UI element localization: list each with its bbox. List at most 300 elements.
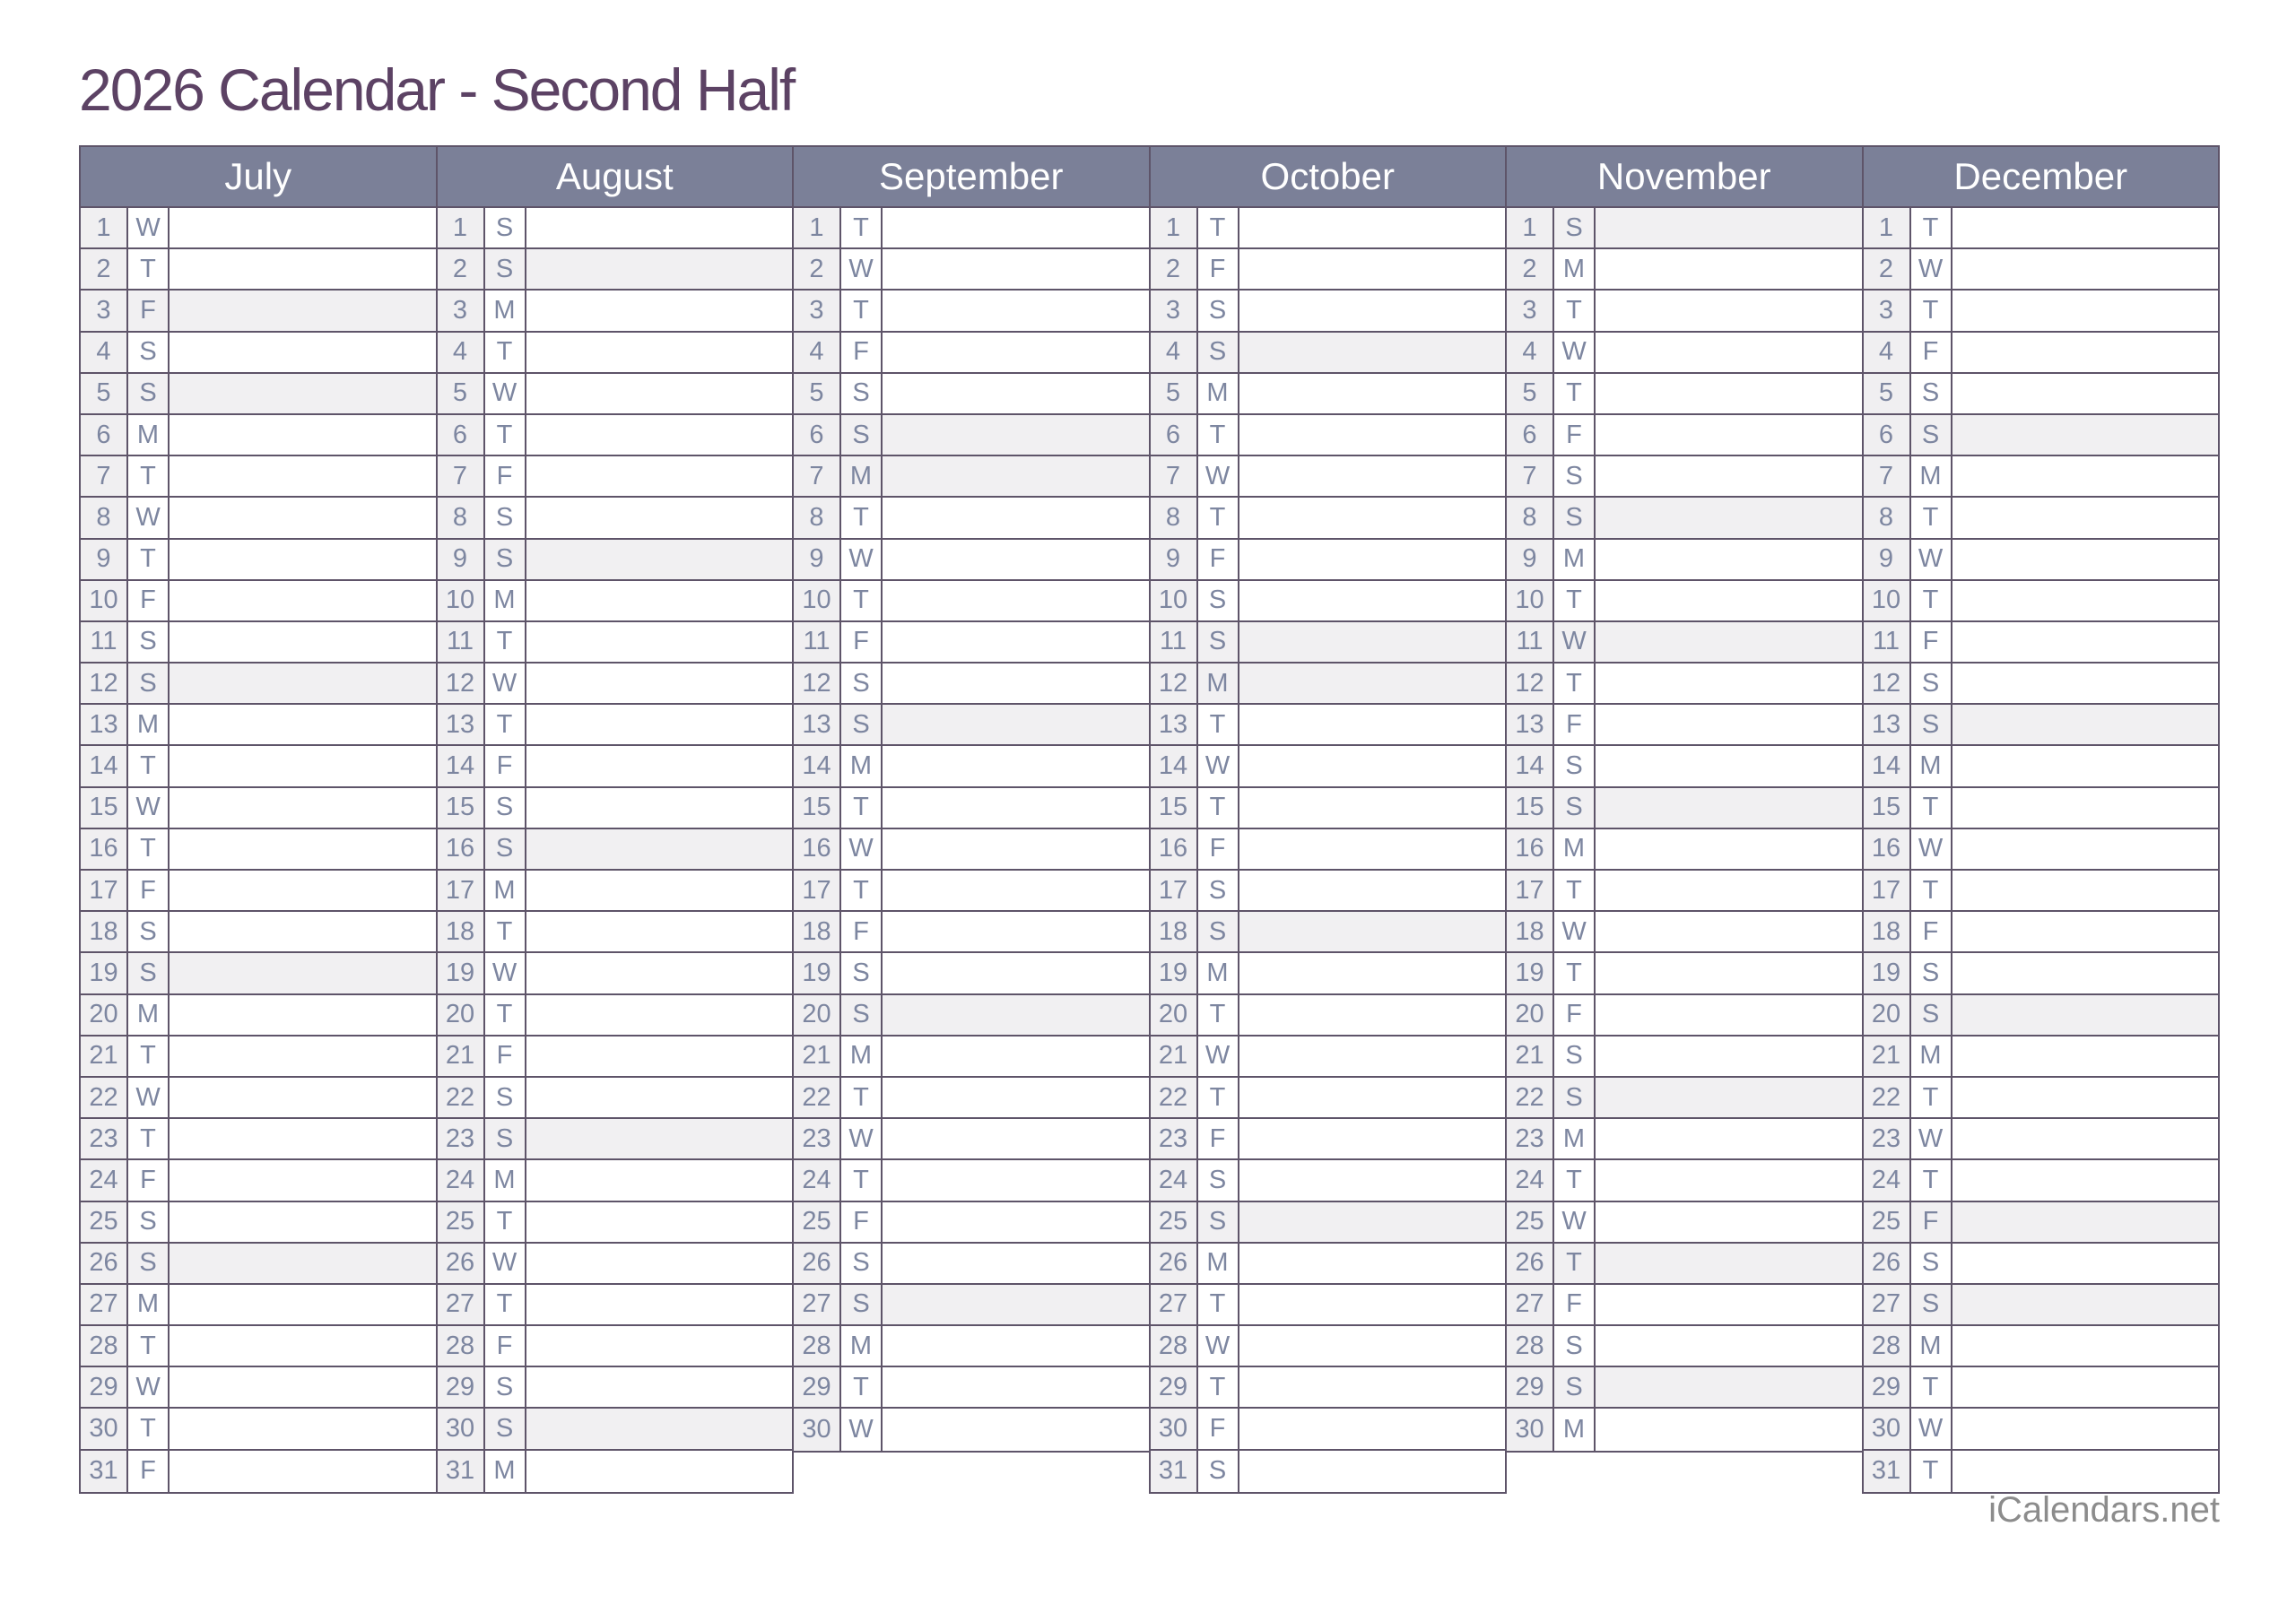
day-of-week-letter: T: [485, 415, 526, 455]
day-row: [1864, 415, 2219, 456]
day-notes-area: [170, 1078, 436, 1117]
day-of-week-letter: F: [841, 912, 883, 951]
day-notes-area: [1596, 208, 1862, 247]
day-notes-area: [526, 871, 793, 910]
day-of-week-letter: S: [485, 498, 526, 537]
day-of-week-letter: S: [1554, 456, 1596, 496]
day-of-week-letter: T: [1198, 415, 1239, 455]
day-number: 14: [438, 746, 485, 785]
day-of-week-letter: S: [1911, 995, 1952, 1035]
day-row: [438, 1244, 793, 1285]
day-notes-area: [170, 705, 436, 744]
day-row: [81, 208, 436, 249]
day-of-week-letter: T: [841, 1367, 883, 1407]
day-of-week-letter: S: [1198, 333, 1239, 372]
day-notes-area: [883, 1037, 1149, 1076]
day-of-week-letter: W: [841, 829, 883, 869]
day-number: 8: [1151, 498, 1198, 537]
day-of-week-letter: S: [128, 953, 170, 993]
day-of-week-letter: T: [841, 498, 883, 537]
day-row: [1151, 581, 1506, 622]
day-of-week-letter: F: [1911, 333, 1952, 372]
day-notes-area: [1596, 1078, 1862, 1117]
day-notes-area: [170, 1285, 436, 1324]
day-notes-area: [1239, 953, 1506, 993]
day-of-week-letter: M: [128, 995, 170, 1035]
day-row: [81, 953, 436, 994]
day-notes-area: [1239, 912, 1506, 951]
day-notes-area: [170, 664, 436, 703]
day-of-week-letter: F: [128, 581, 170, 620]
day-notes-area: [170, 1367, 436, 1407]
day-of-week-letter: W: [841, 1409, 883, 1450]
day-number: 12: [1151, 664, 1198, 703]
day-of-week-letter: T: [1911, 1160, 1952, 1200]
day-row: [1507, 415, 1862, 456]
day-of-week-letter: T: [128, 456, 170, 496]
day-notes-area: [883, 1202, 1149, 1242]
day-row: [1151, 374, 1506, 415]
day-notes-area: [1239, 291, 1506, 330]
day-row: [81, 333, 436, 374]
day-number: 18: [794, 912, 841, 951]
day-row: [794, 1326, 1149, 1367]
day-row: [794, 1037, 1149, 1078]
day-number: 2: [1151, 249, 1198, 289]
day-row: [794, 415, 1149, 456]
day-of-week-letter: W: [1911, 249, 1952, 289]
day-row: [1151, 1326, 1506, 1367]
day-notes-area: [526, 249, 793, 289]
day-number: 20: [794, 995, 841, 1035]
day-of-week-letter: S: [128, 374, 170, 413]
day-notes-area: [1239, 1202, 1506, 1242]
day-of-week-letter: M: [841, 746, 883, 785]
day-notes-area: [1596, 953, 1862, 993]
day-notes-area: [170, 1244, 436, 1283]
day-notes-area: [170, 829, 436, 869]
day-of-week-letter: M: [128, 705, 170, 744]
day-row: [438, 208, 793, 249]
day-of-week-letter: T: [128, 1326, 170, 1366]
day-row: [1151, 291, 1506, 332]
day-number: 23: [438, 1119, 485, 1158]
day-row: [1151, 622, 1506, 664]
day-row: [1151, 1244, 1506, 1285]
day-of-week-letter: S: [841, 1244, 883, 1283]
day-of-week-letter: T: [1554, 374, 1596, 413]
day-notes-area: [526, 705, 793, 744]
day-row: [81, 498, 436, 539]
day-number: 11: [1507, 622, 1554, 662]
day-row: [1151, 705, 1506, 746]
day-row: [438, 1367, 793, 1409]
day-row: [794, 456, 1149, 498]
day-notes-area: [1952, 622, 2219, 662]
day-number: 21: [1151, 1037, 1198, 1076]
day-row: [1151, 1409, 1506, 1450]
day-number: 24: [1507, 1160, 1554, 1200]
day-of-week-letter: F: [1911, 622, 1952, 662]
day-of-week-letter: S: [1198, 291, 1239, 330]
day-notes-area: [526, 581, 793, 620]
day-notes-area: [1596, 249, 1862, 289]
day-row: [1151, 333, 1506, 374]
day-notes-area: [526, 208, 793, 247]
day-of-week-letter: T: [1198, 705, 1239, 744]
day-number: 19: [1151, 953, 1198, 993]
day-of-week-letter: S: [1554, 498, 1596, 537]
day-number: 10: [81, 581, 128, 620]
day-of-week-letter: F: [485, 456, 526, 496]
day-row: [794, 374, 1149, 415]
day-number: 21: [438, 1037, 485, 1076]
day-number: 19: [438, 953, 485, 993]
day-number: 30: [81, 1409, 128, 1448]
day-of-week-letter: W: [1911, 829, 1952, 869]
day-of-week-letter: W: [1554, 333, 1596, 372]
day-of-week-letter: S: [485, 249, 526, 289]
day-of-week-letter: S: [841, 953, 883, 993]
day-notes-area: [1239, 871, 1506, 910]
day-number: 12: [438, 664, 485, 703]
day-of-week-letter: W: [841, 249, 883, 289]
day-notes-area: [526, 788, 793, 828]
day-of-week-letter: F: [1554, 995, 1596, 1035]
day-of-week-letter: S: [841, 374, 883, 413]
day-notes-area: [526, 291, 793, 330]
day-notes-area: [1952, 705, 2219, 744]
day-number: 7: [1864, 456, 1911, 496]
day-number: 17: [1864, 871, 1911, 910]
day-number: 29: [438, 1367, 485, 1407]
day-number: 13: [1864, 705, 1911, 744]
day-number: 7: [1507, 456, 1554, 496]
day-of-week-letter: S: [485, 1367, 526, 1407]
day-notes-area: [526, 1037, 793, 1076]
day-of-week-letter: W: [128, 208, 170, 247]
day-number: 25: [438, 1202, 485, 1242]
day-of-week-letter: T: [485, 1202, 526, 1242]
day-notes-area: [526, 1078, 793, 1117]
day-notes-area: [1239, 415, 1506, 455]
day-notes-area: [1596, 1367, 1862, 1407]
day-of-week-letter: W: [128, 1367, 170, 1407]
day-number: 26: [81, 1244, 128, 1283]
day-row: [81, 1078, 436, 1119]
day-number: 1: [1151, 208, 1198, 247]
day-number: 5: [81, 374, 128, 413]
day-notes-area: [883, 1409, 1149, 1450]
day-of-week-letter: M: [1554, 249, 1596, 289]
day-notes-area: [1596, 788, 1862, 828]
day-number: 28: [1151, 1326, 1198, 1366]
day-number: 8: [794, 498, 841, 537]
day-notes-area: [170, 1409, 436, 1448]
day-row: [81, 912, 436, 953]
day-row: [1507, 912, 1862, 953]
day-number: 29: [1864, 1367, 1911, 1407]
day-notes-area: [170, 788, 436, 828]
day-notes-area: [1952, 1409, 2219, 1448]
day-number: 16: [1151, 829, 1198, 869]
day-notes-area: [1239, 1078, 1506, 1117]
day-number: 2: [794, 249, 841, 289]
day-row: [1864, 871, 2219, 912]
day-of-week-letter: W: [841, 1119, 883, 1158]
day-of-week-letter: M: [841, 456, 883, 496]
day-number: 9: [438, 540, 485, 579]
day-notes-area: [1239, 705, 1506, 744]
day-notes-area: [1239, 746, 1506, 785]
day-notes-area: [1952, 415, 2219, 455]
day-of-week-letter: F: [841, 1202, 883, 1242]
day-of-week-letter: S: [1554, 1037, 1596, 1076]
day-number: 25: [1151, 1202, 1198, 1242]
day-notes-area: [1952, 912, 2219, 951]
day-number: 5: [794, 374, 841, 413]
day-of-week-letter: T: [128, 1119, 170, 1158]
day-number: 16: [438, 829, 485, 869]
day-of-week-letter: T: [128, 829, 170, 869]
day-number: 9: [81, 540, 128, 579]
day-notes-area: [1239, 1244, 1506, 1283]
day-of-week-letter: F: [1911, 1202, 1952, 1242]
day-notes-area: [1952, 953, 2219, 993]
day-number: 3: [794, 291, 841, 330]
day-row: [1507, 1202, 1862, 1244]
day-notes-area: [170, 1326, 436, 1366]
day-notes-area: [1239, 1160, 1506, 1200]
day-of-week-letter: M: [1554, 1409, 1596, 1450]
day-row: [1864, 1119, 2219, 1160]
day-notes-area: [1952, 1119, 2219, 1158]
day-notes-area: [1596, 995, 1862, 1035]
day-notes-area: [1239, 829, 1506, 869]
day-row: [1151, 995, 1506, 1037]
day-row: [794, 829, 1149, 871]
day-of-week-letter: M: [485, 581, 526, 620]
day-of-week-letter: S: [1198, 1160, 1239, 1200]
day-number: 28: [438, 1326, 485, 1366]
day-of-week-letter: F: [1198, 829, 1239, 869]
day-notes-area: [883, 1078, 1149, 1117]
day-number: 27: [438, 1285, 485, 1324]
day-notes-area: [1239, 1326, 1506, 1366]
calendar-table: [79, 145, 2220, 1494]
day-notes-area: [526, 1326, 793, 1366]
day-of-week-letter: T: [1911, 498, 1952, 537]
day-number: 21: [1507, 1037, 1554, 1076]
day-row: [1507, 374, 1862, 415]
day-row: [438, 540, 793, 581]
day-row: [1864, 581, 2219, 622]
day-row: [81, 291, 436, 332]
day-row: [1864, 829, 2219, 871]
day-notes-area: [1596, 1244, 1862, 1283]
day-notes-area: [1239, 540, 1506, 579]
day-of-week-letter: M: [485, 871, 526, 910]
day-number: 25: [81, 1202, 128, 1242]
day-notes-area: [526, 1285, 793, 1324]
day-number: 1: [1507, 208, 1554, 247]
day-of-week-letter: S: [1554, 1326, 1596, 1366]
day-of-week-letter: M: [1911, 1326, 1952, 1366]
day-row: [1151, 1202, 1506, 1244]
day-row: [438, 1285, 793, 1326]
day-row: [1151, 1078, 1506, 1119]
day-number: 24: [1151, 1160, 1198, 1200]
day-row: [81, 1119, 436, 1160]
day-notes-area: [1952, 581, 2219, 620]
day-of-week-letter: F: [485, 1326, 526, 1366]
day-row: [794, 705, 1149, 746]
day-number: 6: [1151, 415, 1198, 455]
day-number: 28: [81, 1326, 128, 1366]
day-of-week-letter: S: [128, 664, 170, 703]
day-notes-area: [1596, 664, 1862, 703]
day-row: [794, 1119, 1149, 1160]
day-notes-area: [170, 746, 436, 785]
day-row: [1507, 456, 1862, 498]
day-row: [1864, 498, 2219, 539]
day-of-week-letter: S: [1198, 622, 1239, 662]
month-column-october: [1149, 145, 1508, 1494]
day-row: [438, 1451, 793, 1492]
day-number: 13: [794, 705, 841, 744]
day-of-week-letter: T: [841, 1160, 883, 1200]
day-row: [1151, 498, 1506, 539]
day-notes-area: [526, 374, 793, 413]
day-row: [1507, 249, 1862, 291]
day-notes-area: [883, 333, 1149, 372]
day-notes-area: [526, 415, 793, 455]
day-notes-area: [170, 1119, 436, 1158]
day-number: 27: [81, 1285, 128, 1324]
day-number: 30: [794, 1409, 841, 1450]
day-of-week-letter: T: [1911, 871, 1952, 910]
day-number: 13: [81, 705, 128, 744]
day-of-week-letter: S: [1198, 912, 1239, 951]
day-row: [81, 374, 436, 415]
day-number: 16: [1507, 829, 1554, 869]
day-of-week-letter: W: [128, 788, 170, 828]
day-row: [81, 622, 436, 664]
day-notes-area: [170, 1451, 436, 1492]
day-number: 15: [1151, 788, 1198, 828]
day-number: 18: [81, 912, 128, 951]
day-number: 14: [794, 746, 841, 785]
day-of-week-letter: F: [1198, 540, 1239, 579]
day-notes-area: [526, 1160, 793, 1200]
day-row: [1507, 788, 1862, 829]
day-notes-area: [526, 1244, 793, 1283]
day-row: [794, 208, 1149, 249]
day-notes-area: [1596, 1326, 1862, 1366]
day-of-week-letter: T: [1911, 788, 1952, 828]
day-row: [438, 622, 793, 664]
day-number: 1: [794, 208, 841, 247]
day-number: 17: [81, 871, 128, 910]
month-header-august: August: [438, 147, 793, 208]
day-of-week-letter: M: [128, 1285, 170, 1324]
day-number: 8: [81, 498, 128, 537]
day-number: 31: [1864, 1451, 1911, 1492]
day-of-week-letter: S: [128, 622, 170, 662]
day-row: [794, 871, 1149, 912]
day-notes-area: [1239, 664, 1506, 703]
day-notes-area: [1239, 374, 1506, 413]
day-number: 3: [438, 291, 485, 330]
day-row: [1507, 622, 1862, 664]
day-notes-area: [526, 829, 793, 869]
day-notes-area: [883, 705, 1149, 744]
day-of-week-letter: T: [485, 622, 526, 662]
day-row: [794, 498, 1149, 539]
day-of-week-letter: T: [485, 705, 526, 744]
day-row: [794, 1367, 1149, 1409]
day-number: 8: [1864, 498, 1911, 537]
day-notes-area: [1239, 208, 1506, 247]
day-number: 29: [1507, 1367, 1554, 1407]
day-number: 30: [1864, 1409, 1911, 1448]
day-row: [794, 333, 1149, 374]
day-notes-area: [1596, 498, 1862, 537]
day-of-week-letter: W: [1911, 1409, 1952, 1448]
day-row: [438, 249, 793, 291]
day-number: 25: [1864, 1202, 1911, 1242]
day-row: [794, 540, 1149, 581]
day-number: 4: [794, 333, 841, 372]
day-of-week-letter: T: [1198, 498, 1239, 537]
day-of-week-letter: S: [485, 1119, 526, 1158]
day-of-week-letter: M: [1198, 374, 1239, 413]
day-notes-area: [1596, 540, 1862, 579]
day-row: [1864, 995, 2219, 1037]
day-of-week-letter: S: [1554, 1078, 1596, 1117]
day-of-week-letter: M: [485, 291, 526, 330]
day-row: [438, 829, 793, 871]
day-of-week-letter: F: [1198, 1409, 1239, 1448]
day-number: 9: [1507, 540, 1554, 579]
day-notes-area: [170, 871, 436, 910]
day-notes-area: [883, 1285, 1149, 1324]
day-notes-area: [1952, 1202, 2219, 1242]
day-notes-area: [170, 1037, 436, 1076]
day-of-week-letter: M: [1911, 456, 1952, 496]
day-of-week-letter: W: [1554, 912, 1596, 951]
day-row: [438, 291, 793, 332]
day-row: [81, 1202, 436, 1244]
day-notes-area: [1952, 249, 2219, 289]
day-row: [1864, 1244, 2219, 1285]
day-row: [1864, 664, 2219, 705]
day-number: 21: [794, 1037, 841, 1076]
day-row: [81, 829, 436, 871]
day-number: 15: [1507, 788, 1554, 828]
day-row: [1864, 622, 2219, 664]
day-row: [1864, 374, 2219, 415]
day-row: [81, 1409, 436, 1450]
day-number: 19: [1864, 953, 1911, 993]
day-row: [1507, 540, 1862, 581]
day-notes-area: [883, 456, 1149, 496]
day-number: 22: [438, 1078, 485, 1117]
day-number: 19: [81, 953, 128, 993]
day-row: [794, 1160, 1149, 1201]
day-number: 2: [81, 249, 128, 289]
day-of-week-letter: S: [1554, 1367, 1596, 1407]
